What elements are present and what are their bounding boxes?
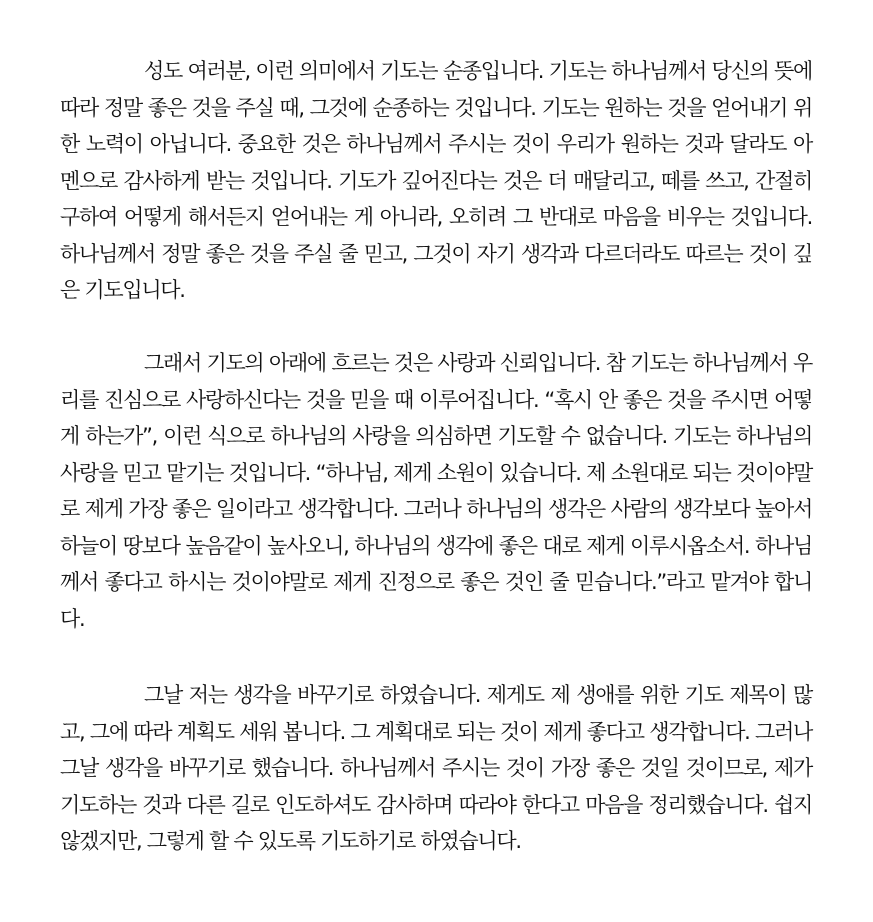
paragraph-3: 그날 저는 생각을 바꾸기로 하였습니다. 제게도 제 생애를 위한 기도 제목이 많고, 그에 따라 계획도 세워 봅니다. 그 계획대로 되는 것이 제게 좋다고 생각합니다. 그러나 그날 생각을 바꾸기로 했습니다. 하나님께서 주시는 것이 가장 좋은 것일 것이므로, 제가 기도하는 것과 다른 길로 인도하셔도 감사하며 따라야 한다고 마음을 정리했습니다. 쉽지 않겠지만, 그렇게 할 수 있도록 기도하기로 하였습니다. xyxy=(60,683,812,853)
paragraph-1: 성도 여러분, 이런 의미에서 기도는 순종입니다. 기도는 하나님께서 당신의 뜻에 따라 정말 좋은 것을 주실 때, 그것에 순종하는 것입니다. 기도는 원하는 것을 얻어내기 위한 노력이 아닙니다. 중요한 것은 하나님께서 주시는 것이 우리가 원하는 것과 달라도 아멘으로 감사하게 받는 것입니다. 기도가 깊어진다는 것은 더 매달리고, 떼를 쓰고, 간절히 구하여 어떻게 해서든지 얻어내는 게 아니라, 오히려 그 반대로 마음을 비우는 것입니다. 하나님께서 정말 좋은 것을 주실 줄 믿고, 그것이 자기 생각과 다르더라도 따르는 것이 깊은 기도입니다. xyxy=(60,59,812,302)
paragraph-2: 그래서 기도의 아래에 흐르는 것은 사랑과 신뢰입니다. 참 기도는 하나님께서 우리를 진심으로 사랑하신다는 것을 믿을 때 이루어집니다. “혹시 안 좋은 것을 주시면 어떻게 하는가”, 이런 식으로 하나님의 사랑을 의심하면 기도할 수 없습니다. 기도는 하나님의 사랑을 믿고 맡기는 것입니다. “하나님, 제게 소원이 있습니다. 제 소원대로 되는 것이야말로 제게 가장 좋은 일이라고 생각합니다. 그러나 하나님의 생각은 사람의 생각보다 높아서 하늘이 땅보다 높음같이 높사오니, 하나님의 생각에 좋은 대로 제게 이루시옵소서. 하나님께서 좋다고 하시는 것이야말로 제게 진정으로 좋은 것인 줄 믿습니다.”라고 맡겨야 합니다. xyxy=(60,351,812,631)
